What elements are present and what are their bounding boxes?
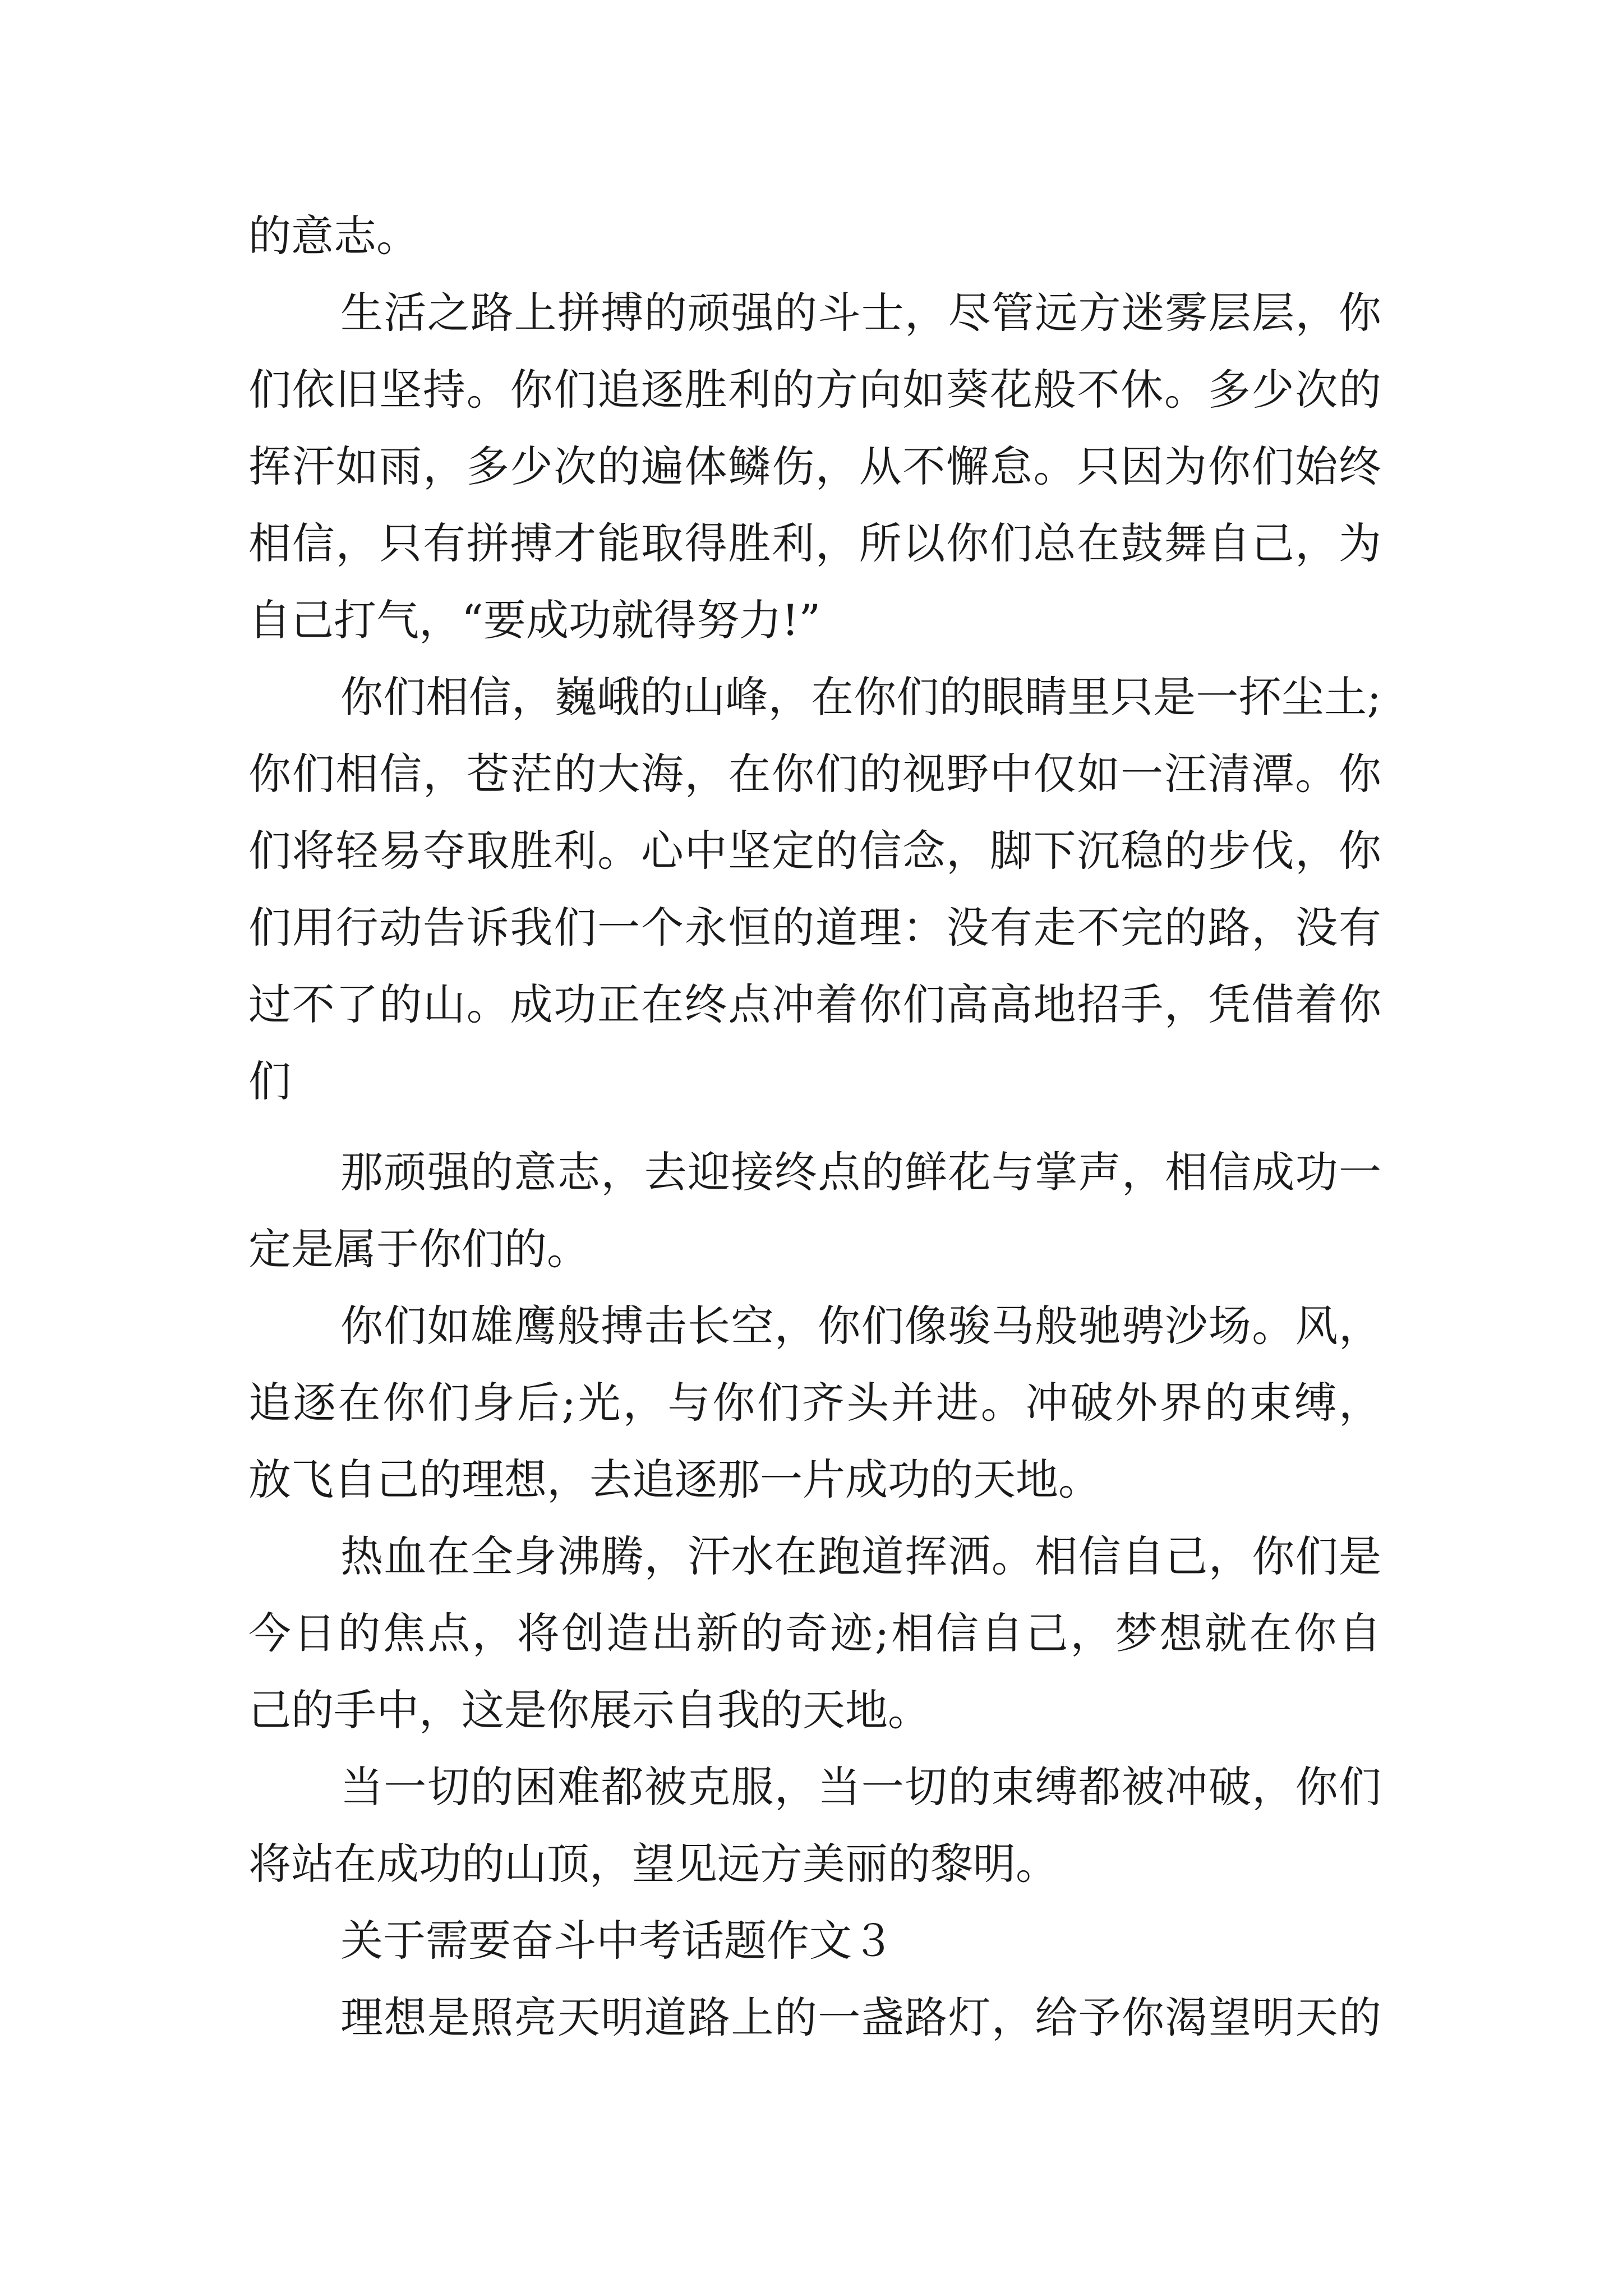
text-line: 挥汗如雨，多少次的遍体鳞伤，从不懈怠。只因为你们始终 — [248, 441, 1381, 491]
section-heading: 关于需要奋斗中考话题作文３ — [340, 1916, 895, 1966]
text-line: 追逐在你们身后;光，与你们齐头并进。冲破外界的束缚， — [248, 1378, 1381, 1428]
text-line: 你们相信，苍茫的大海，在你们的视野中仅如一汪清潭。你 — [248, 749, 1381, 799]
text-line: 放飞自己的理想，去追逐那一片成功的天地。 — [248, 1455, 1101, 1504]
text-line: 理想是照亮天明道路上的一盏路灯，给予你渴望明天的 — [340, 1993, 1381, 2042]
text-line: 们将轻易夺取胜利。心中坚定的信念，脚下沉稳的步伐，你 — [248, 826, 1381, 876]
text-line: 自己打气，“要成功就得努力!” — [248, 595, 821, 645]
text-line: 己的手中，这是你展示自我的天地。 — [248, 1685, 930, 1735]
text-line: 你们如雄鹰般搏击长空，你们像骏马般驰骋沙场。风， — [340, 1301, 1381, 1351]
text-line: 们依旧坚持。你们追逐胜利的方向如葵花般不休。多少次的 — [248, 365, 1381, 415]
text-line: 今日的焦点，将创造出新的奇迹;相信自己，梦想就在你自 — [248, 1608, 1381, 1658]
text-line: 你们相信，巍峨的山峰，在你们的眼睛里只是一抔尘土; — [340, 672, 1381, 722]
text-line: 过不了的山。成功正在终点冲着你们高高地招手，凭借着你 — [248, 979, 1381, 1029]
text-line: 们用行动告诉我们一个永恒的道理：没有走不完的路，没有 — [248, 903, 1381, 953]
text-line: 将站在成功的山顶，望见远方美丽的黎明。 — [248, 1839, 1058, 1889]
text-line: 那顽强的意志，去迎接终点的鲜花与掌声，相信成功一 — [340, 1147, 1381, 1197]
text-line: 相信，只有拼搏才能取得胜利，所以你们总在鼓舞自己，为 — [248, 518, 1381, 568]
text-line: 生活之路上拼搏的顽强的斗士，尽管远方迷雾层层，你 — [340, 288, 1381, 338]
text-line: 的意志。 — [248, 211, 419, 261]
text-line: 们 — [248, 1056, 291, 1106]
text-line: 热血在全身沸腾，汗水在跑道挥洒。相信自己，你们是 — [340, 1531, 1381, 1581]
text-line: 当一切的困难都被克服，当一切的束缚都被冲破，你们 — [340, 1762, 1381, 1812]
text-line: 定是属于你们的。 — [248, 1224, 589, 1274]
